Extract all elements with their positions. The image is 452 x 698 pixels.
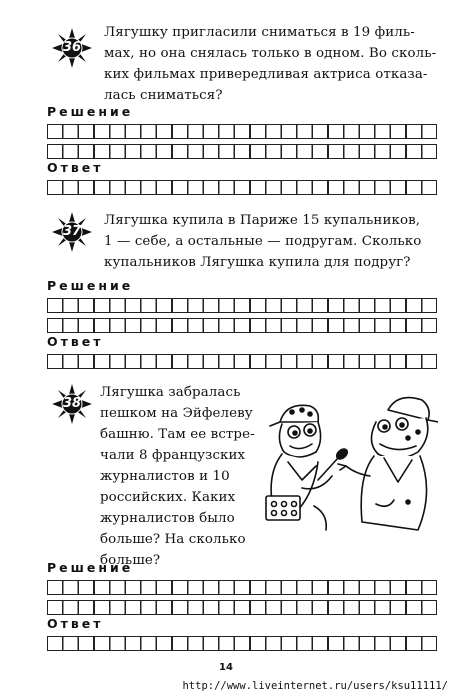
solution-grid[interactable] — [47, 124, 437, 139]
source-url[interactable]: http://www.liveinternet.ru/users/ksu11111/ — [182, 680, 448, 692]
solution-grid[interactable] — [47, 580, 437, 595]
page-number: 14 — [219, 662, 233, 673]
solution-label: Решение — [47, 278, 134, 293]
solution-label: Решение — [47, 104, 134, 119]
problem-text-36: Лягушку пригласили сниматься в 19 филь- мах, но она снялась только в одном. Во сколь- ких фильмах привередливая актриса отказа- лась сниматься? — [104, 25, 437, 103]
solution-label: Решение — [47, 560, 134, 575]
answer-grid[interactable] — [47, 354, 437, 369]
problem-text-38: Лягушка забралась пешком на Эйфелеву башню. Там ее встре- чали 8 французских журналистов и 10 российских. Каких журналистов было больше? На сколько больше? — [100, 385, 255, 568]
problem-number: 38 — [62, 396, 82, 411]
problem-number: 37 — [62, 224, 82, 239]
frog-journalists-illustration — [258, 392, 438, 550]
solution-grid[interactable] — [47, 600, 437, 615]
solution-grid[interactable] — [47, 144, 437, 159]
problem-badge-36 — [52, 28, 92, 68]
answer-label: Ответ — [47, 616, 104, 631]
solution-grid[interactable] — [47, 318, 437, 333]
answer-label: Ответ — [47, 334, 104, 349]
problem-badge-38 — [52, 384, 92, 424]
problem-text-37: Лягушка купила в Париже 15 купальников, 1 — себе, а остальные — подругам. Сколько купальников Лягушка купила для подруг? — [104, 213, 422, 270]
problem-badge-37 — [52, 212, 92, 252]
problem-number: 36 — [62, 40, 82, 55]
answer-label: Ответ — [47, 160, 104, 175]
answer-grid[interactable] — [47, 180, 437, 195]
answer-grid[interactable] — [47, 636, 437, 651]
solution-grid[interactable] — [47, 298, 437, 313]
